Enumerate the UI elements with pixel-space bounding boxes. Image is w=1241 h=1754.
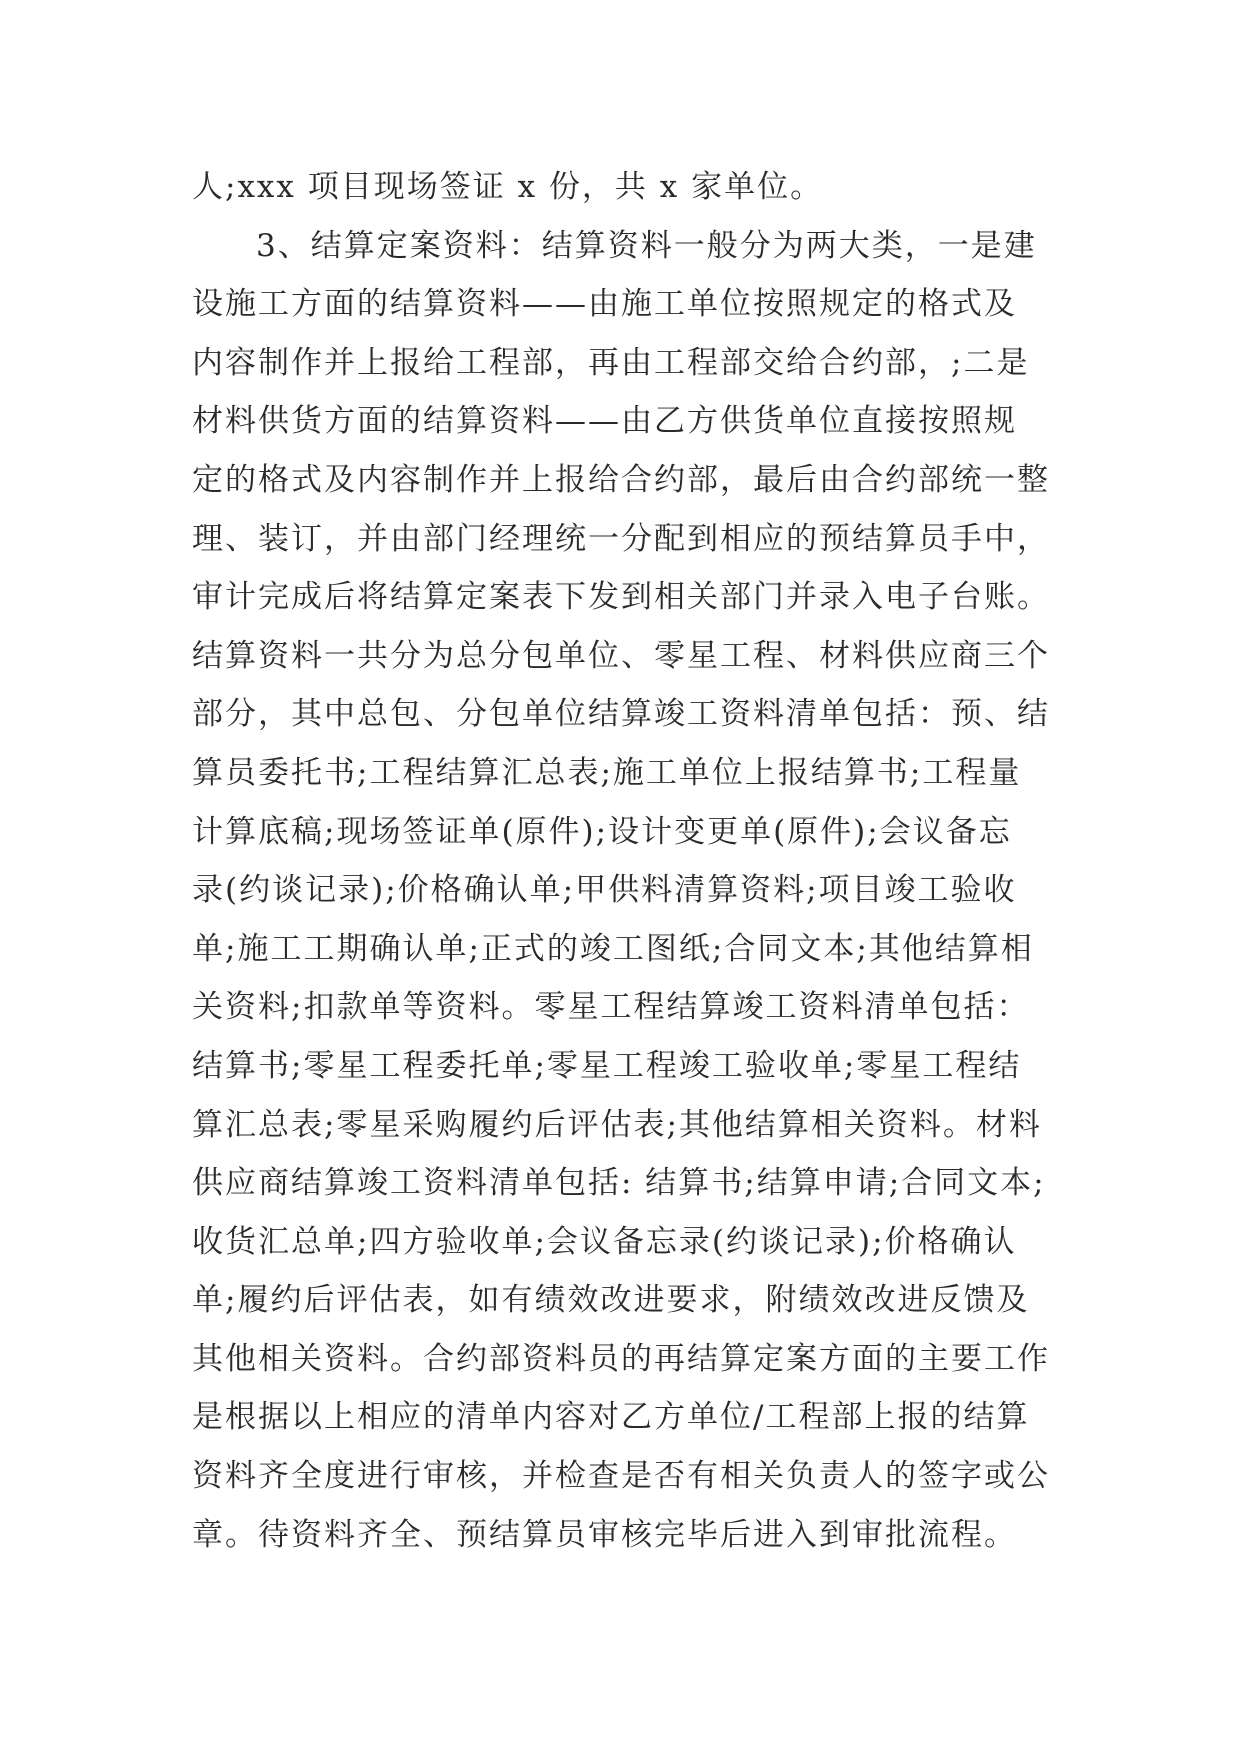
- text-line: 算员委托书;工程结算汇总表;施工单位上报结算书;工程量: [192, 754, 1022, 791]
- text-line: 章。待资料齐全、预结算员审核完毕后进入到审批流程。: [192, 1516, 1017, 1553]
- text-line: 人;xxx 项目现场签证 x 份，共 x 家单位。: [192, 169, 824, 205]
- text-line: 材料供货方面的结算资料——由乙方供货单位直接按照规: [192, 403, 1017, 440]
- text-line: 内容制作并上报给工程部，再由工程部交给合约部，;二是: [192, 344, 1030, 381]
- text-line: 关资料;扣款单等资料。零星工程结算竣工资料清单包括：: [192, 989, 1030, 1026]
- text-line: 资料齐全度进行审核，并检查是否有相关负责人的签字或公: [192, 1458, 1050, 1495]
- text-line: 其他相关资料。合约部资料员的再结算定案方面的主要工作: [192, 1340, 1050, 1377]
- text-line: 供应商结算竣工资料清单包括: 结算书;结算申请;合同文本;: [192, 1165, 1046, 1202]
- text-line: 3、结算定案资料：结算资料一般分为两大类，一是建: [256, 227, 1037, 264]
- text-line: 计算底稿;现场签证单(原件);设计变更单(原件);会议备忘: [192, 813, 1012, 850]
- text-line: 理、装订，并由部门经理统一分配到相应的预结算员手中，: [192, 520, 1050, 557]
- text-line: 审计完成后将结算定案表下发到相关部门并录入电子台账。: [192, 579, 1050, 616]
- text-line: 单;施工工期确认单;正式的竣工图纸;合同文本;其他结算相: [192, 930, 1034, 967]
- body-text: [192, 158, 1072, 1564]
- text-line: 结算书;零星工程委托单;零星工程竣工验收单;零星工程结: [192, 1047, 1022, 1084]
- text-line: 录(约谈记录);价格确认单;甲供料清算资料;项目竣工验收: [192, 872, 1017, 909]
- text-line: 部分，其中总包、分包单位结算竣工资料清单包括：预、结: [192, 696, 1050, 733]
- text-line: 是根据以上相应的清单内容对乙方单位/工程部上报的结算: [192, 1399, 1030, 1436]
- text-line: 算汇总表;零星采购履约后评估表;其他结算相关资料。材料: [192, 1106, 1042, 1143]
- text-line: 单;履约后评估表，如有绩效改进要求，附绩效改进反馈及: [192, 1282, 1030, 1319]
- text-line: 收货汇总单;四方验收单;会议备忘录(约谈记录);价格确认: [192, 1223, 1017, 1260]
- text-line: 定的格式及内容制作并上报给合约部，最后由合约部统一整: [192, 461, 1050, 498]
- text-line: 设施工方面的结算资料——由施工单位按照规定的格式及: [192, 286, 1017, 323]
- text-line: 结算资料一共分为总分包单位、零星工程、材料供应商三个: [192, 637, 1050, 674]
